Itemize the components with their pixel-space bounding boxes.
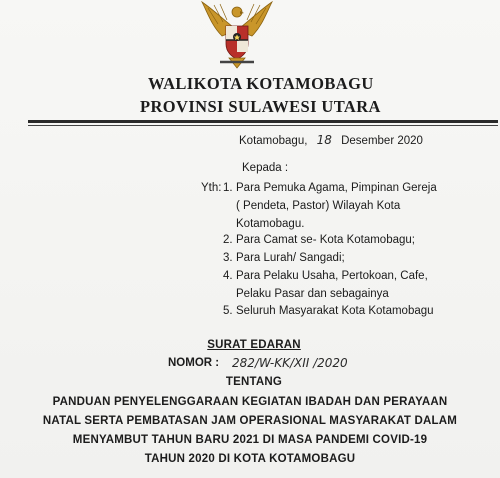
tentang-label: TENTANG xyxy=(225,376,283,388)
recipient-number: 1. xyxy=(223,182,233,194)
date-day-handwritten: 18 xyxy=(316,133,332,147)
recipient-number: 2. xyxy=(223,234,233,246)
recipient-line: Pelaku Pasar dan sebagainya xyxy=(236,288,389,300)
subject-line: NATAL SERTA PEMBATASAN JAM OPERASIONAL MASYARAKAT DALAM xyxy=(42,415,458,427)
subject-line: PANDUAN PENYELENGGARAAN KEGIATAN IBADAH DAN PERAYAAN xyxy=(52,396,448,408)
recipient-line: Para Camat se- Kota Kotamobagu; xyxy=(236,234,415,246)
yth-label: Yth: xyxy=(201,182,222,194)
nomor-value-handwritten: 282/W-KK/XII /2020 xyxy=(232,356,348,370)
letterhead-title: WALIKOTA KOTAMOBAGU xyxy=(148,74,374,93)
recipient-number: 5. xyxy=(223,305,233,317)
recipient-line: Para Pelaku Usaha, Pertokoan, Cafe, xyxy=(236,270,428,282)
date-line xyxy=(239,133,423,147)
letterhead-province: PROVINSI SULAWESI UTARA xyxy=(140,97,381,116)
letterhead-divider-thin xyxy=(28,125,498,126)
recipient-line: Kotamobagu. xyxy=(236,218,305,230)
recipient-line: ( Pendeta, Pastor) Wilayah Kota xyxy=(236,200,401,212)
recipient-line: Para Pemuka Agama, Pimpinan Gereja xyxy=(236,182,437,194)
kepada-label: Kepada : xyxy=(242,162,289,174)
circular-heading: SURAT EDARAN xyxy=(207,339,301,351)
recipient-line: Para Lurah/ Sangadi; xyxy=(236,252,345,264)
subject-line: MENYAMBUT TAHUN BARU 2021 DI MASA PANDEMI COVID-19 xyxy=(72,434,428,446)
nomor-label: NOMOR : xyxy=(168,357,220,369)
recipient-number: 4. xyxy=(223,270,233,282)
date-month-year: Desember 2020 xyxy=(341,135,423,147)
garuda-emblem-icon xyxy=(196,0,278,70)
recipient-line: Seluruh Masyarakat Kota Kotamobagu xyxy=(236,305,434,317)
subject-line: TAHUN 2020 DI KOTA KOTAMOBAGU xyxy=(144,453,356,465)
letterhead-divider xyxy=(28,120,498,123)
date-place: Kotamobagu, xyxy=(239,135,308,147)
recipient-number: 3. xyxy=(223,252,233,264)
